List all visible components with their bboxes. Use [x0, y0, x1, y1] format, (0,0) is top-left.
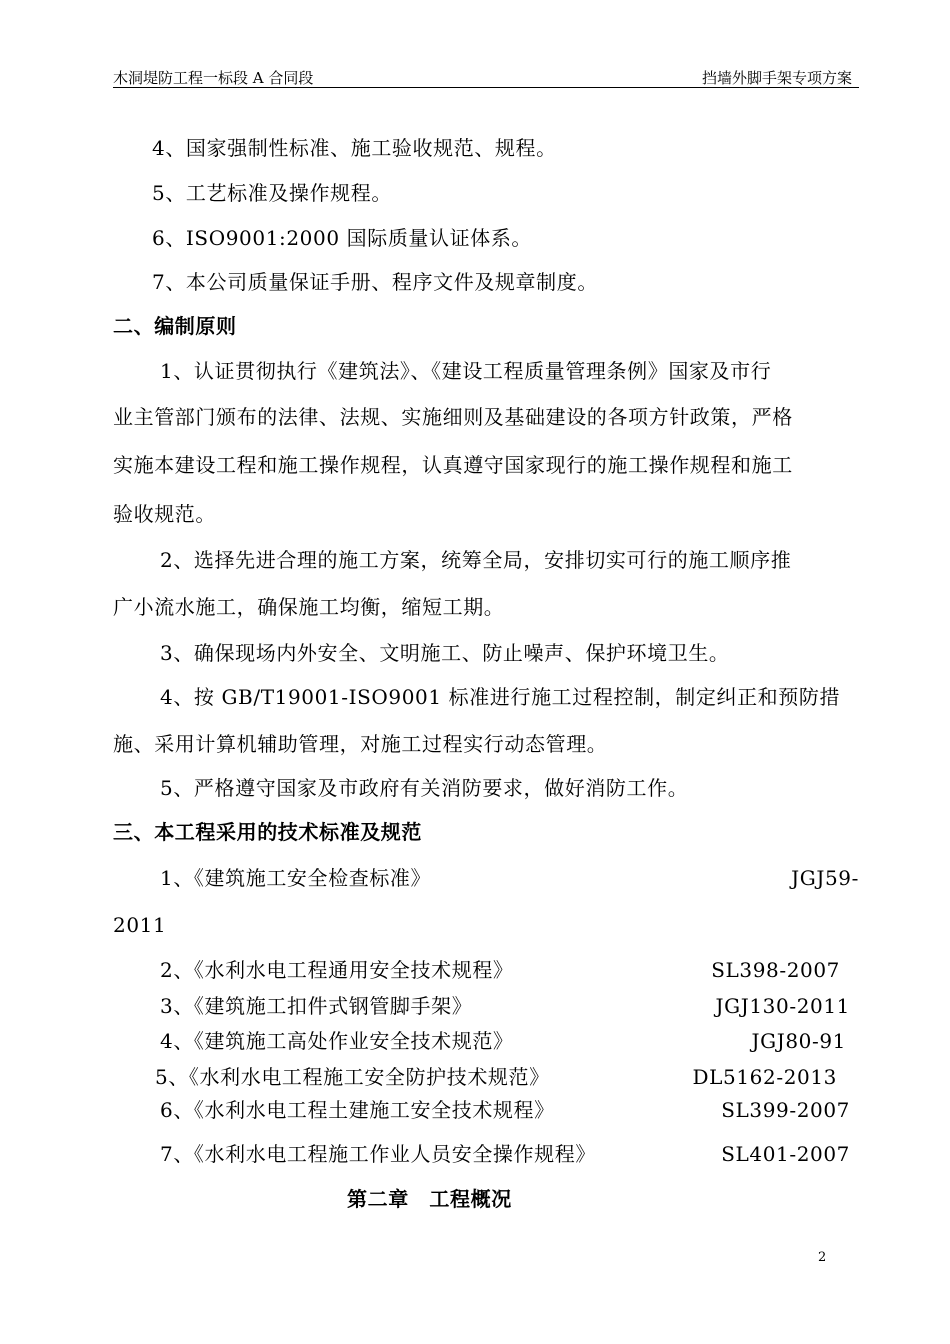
paragraph-line: 实施本建设工程和施工操作规程，认真遵守国家现行的施工操作规程和施工 [113, 453, 793, 477]
standard-title: 4、《建筑施工高处作业安全技术规范》 [160, 1029, 514, 1053]
standard-code-continued: 2011 [113, 913, 167, 937]
header-left-text: 木洞堤防工程一标段 A 合同段 [113, 69, 314, 87]
header-rule [113, 87, 859, 88]
paragraph-line: 1、认证贯彻执行《建筑法》、《建设工程质量管理条例》国家及市行 [160, 359, 772, 383]
standard-title: 5、《水利水电工程施工安全防护技术规范》 [155, 1065, 550, 1089]
basis-item: 5、工艺标准及操作规程。 [152, 181, 392, 205]
paragraph-line: 验收规范。 [113, 502, 216, 526]
standard-title: 7、《水利水电工程施工作业人员安全操作规程》 [160, 1142, 596, 1166]
standard-code: SL399-2007 [721, 1098, 850, 1122]
paragraph-line: 4、按 GB/T19001-ISO9001 标准进行施工过程控制，制定纠正和预防措 [160, 685, 841, 709]
basis-item: 7、本公司质量保证手册、程序文件及规章制度。 [152, 270, 598, 294]
standard-code: JGJ130-2011 [715, 994, 850, 1018]
standard-code: JGJ59- [791, 866, 859, 890]
basis-item: 4、国家强制性标准、施工验收规范、规程。 [152, 136, 557, 160]
page-number: 2 [818, 1250, 827, 1265]
paragraph-line: 2、选择先进合理的施工方案，统筹全局，安排切实可行的施工顺序推 [160, 548, 792, 572]
standard-code: DL5162-2013 [692, 1065, 837, 1089]
paragraph-line: 施、采用计算机辅助管理，对施工过程实行动态管理。 [113, 732, 608, 756]
standard-code: SL401-2007 [721, 1142, 850, 1166]
standard-code: SL398-2007 [711, 958, 840, 982]
standard-title: 6、《水利水电工程土建施工安全技术规程》 [160, 1098, 555, 1122]
standard-title: 2、《水利水电工程通用安全技术规程》 [160, 958, 514, 982]
paragraph-line: 业主管部门颁布的法律、法规、实施细则及基础建设的各项方针政策，严格 [113, 405, 793, 429]
paragraph-line: 3、确保现场内外安全、文明施工、防止噪声、保护环境卫生。 [160, 641, 730, 665]
basis-item: 6、ISO9001:2000 国际质量认证体系。 [152, 226, 533, 250]
standard-title: 1、《建筑施工安全检查标准》 [160, 866, 432, 890]
paragraph-line: 5、严格遵守国家及市政府有关消防要求，做好消防工作。 [160, 776, 689, 800]
chapter-heading: 第二章 工程概况 [347, 1187, 512, 1211]
paragraph-line: 广小流水施工，确保施工均衡，缩短工期。 [113, 595, 505, 619]
standard-title: 3、《建筑施工扣件式钢管脚手架》 [160, 994, 473, 1018]
standard-code: JGJ80-91 [751, 1029, 846, 1053]
section-heading: 二、编制原则 [113, 314, 237, 338]
section-heading: 三、本工程采用的技术标准及规范 [113, 820, 422, 844]
header-right-text: 挡墙外脚手架专项方案 [701, 69, 852, 87]
